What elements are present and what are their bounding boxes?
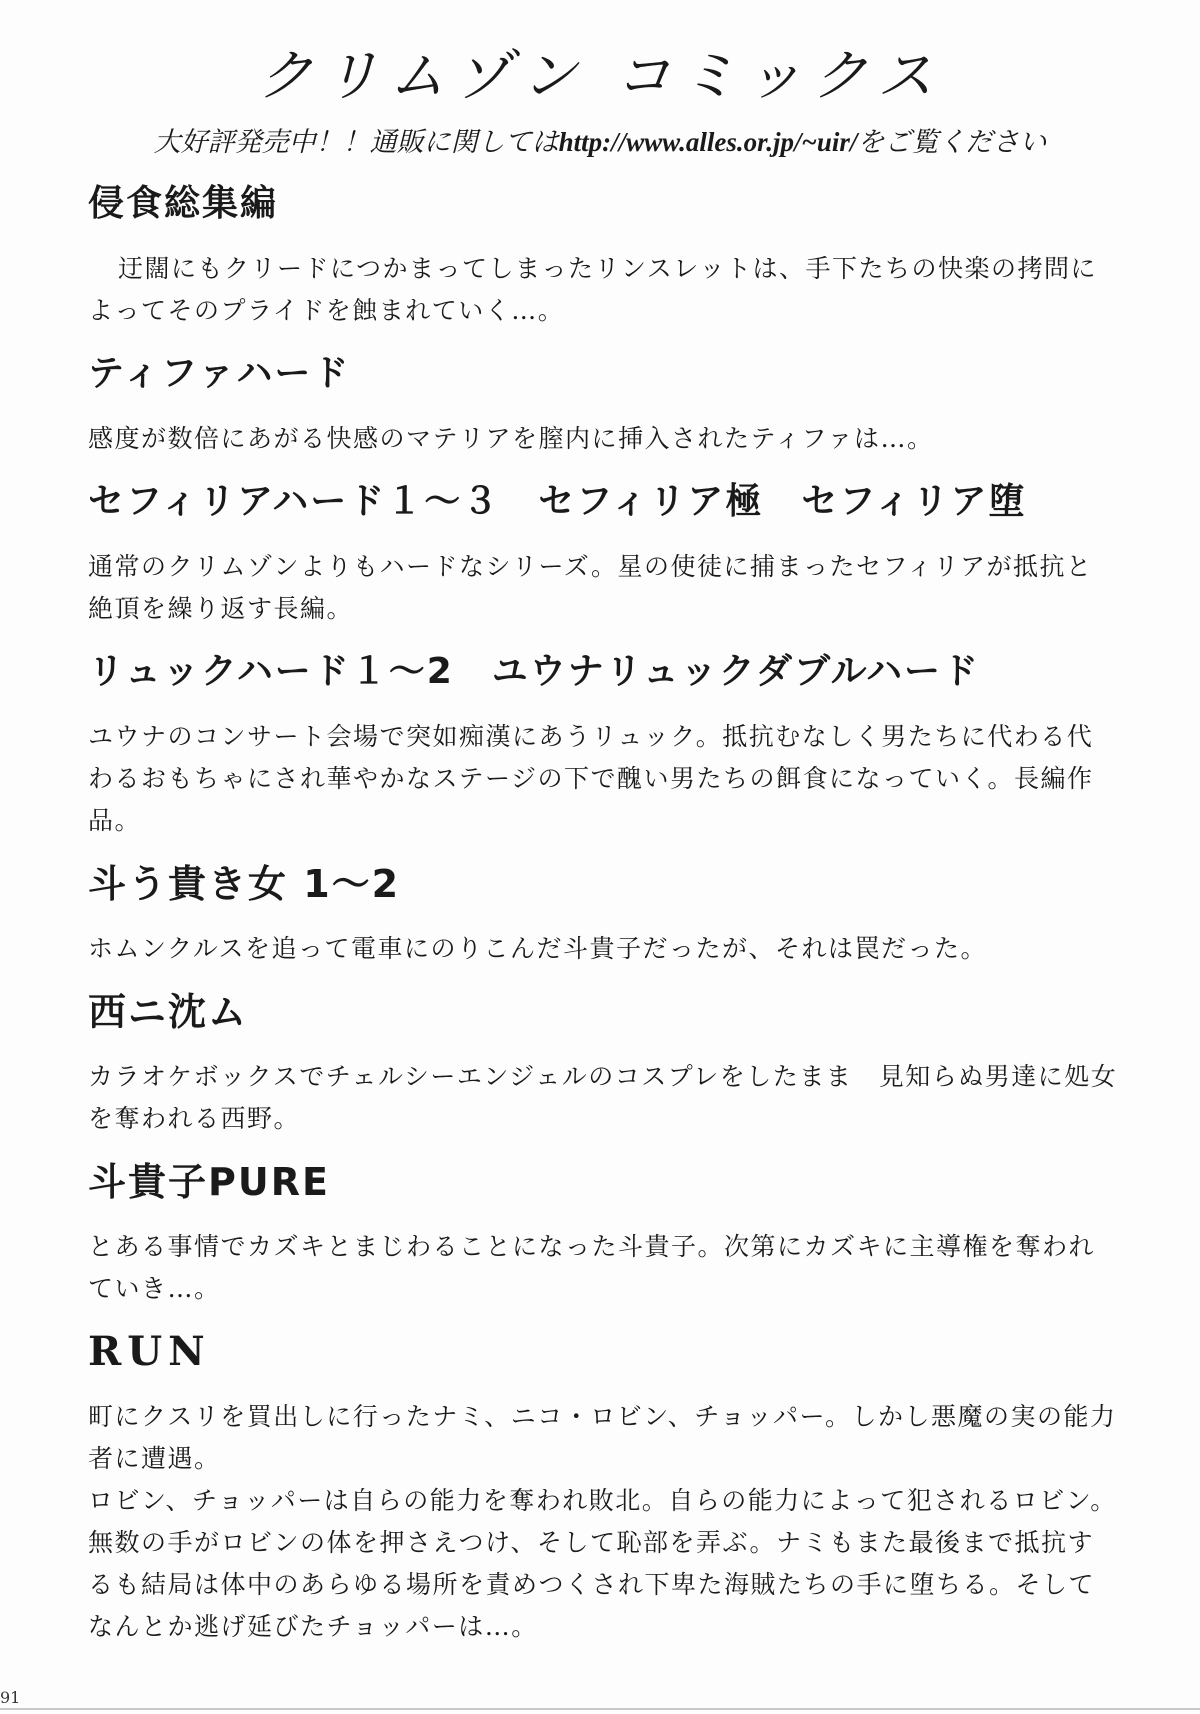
entry-description [88,1226,1118,1310]
entry-title: ティファハード [88,353,351,394]
entry-paragraph: とある事情でカズキとまじわることになった斗貴子。次第にカズキに主導権を奪われていき…。 [88,1232,1096,1303]
entry-shinshoku [88,180,1118,332]
entry-description [88,716,1118,842]
entry-description [88,546,1118,630]
entry-title: 斗貴子PURE [88,1160,330,1204]
entry-sephiria-hard [88,478,1118,630]
entry-paragraph: 通常のクリムゾンよりもハードなシリーズ。星の使徒に捕まったセフィリアが抵抗と絶頂を繰り返す長編。 [88,552,1093,623]
entry-description [88,418,1118,460]
entry-paragraph: 町にクスリを買出しに行ったナミ、ニコ・ロビン、チョッパー。しかし悪魔の実の能力者に遭遇。 [88,1402,1117,1473]
entry-paragraph: ロビン、チョッパーは自らの能力を奪われ敗北。自らの能力によって犯されるロビン。無数の手がロビンの体を押さえつけ、そして恥部を弄ぶ。ナミもまた最後まで抵抗するも結局は体中のあらゆる場所を責めつくされ下卑た海賊たちの手に堕ちる。そしてなんとか逃げ延びたチョッパーは…。 [88,1486,1117,1641]
entry-paragraph: ユウナのコンサート会場で突如痴漢にあうリュック。抵抗むなしく男たちに代わる代わるおもちゃにされ華やかなステージの下で醜い男たちの餌食になっていく。長編作品。 [88,722,1094,835]
entry-description [88,248,1118,332]
entry-paragraph: カラオケボックスでチェルシーエンジェルのコスプレをしたまま 見知らぬ男達に処女を奪われる西野。 [88,1062,1118,1133]
entry-title: RUN [88,1328,211,1375]
entry-title: 斗う貴き女 1～2 [88,862,401,906]
subtitle-text: 大好評発売中！！通販に関しては [153,127,559,158]
subtitle [0,122,1200,163]
subtitle-url: http://www.alles.or.jp/~uir/ [558,127,858,157]
entry-paragraph: 感度が数倍にあがる快感のマテリアを膣内に挿入されたティファは…。 [88,424,934,453]
entry-paragraph: 迂闊にもクリードにつかまってしまったリンスレットは、手下たちの快楽の拷問によってそのプライドを蝕まれていく…。 [88,254,1098,325]
entry-description [88,928,1118,970]
entry-paragraph: ホムンクルスを追って電車にのりこんだ斗貴子だったが、それは罠だった。 [88,934,988,963]
entry-title: セフィリアハード１～３ セフィリア極 セフィリア堕 [88,481,1027,522]
entry-nishi-ni-shizumu [88,988,1118,1140]
entry-tokiko-pure [88,1158,1118,1310]
entry-run [88,1328,1118,1648]
page-number: 91 [0,1688,21,1707]
entry-description [88,1396,1118,1648]
entry-title: リュックハード１～2 ユウナリュックダブルハード [88,651,981,692]
page-title: クリムゾン コミックス [256,44,944,109]
entry-tatakau-toutoki-onna [88,860,1118,970]
entry-title: 西ニ沈ム [88,990,249,1034]
entry-description [88,1056,1118,1140]
entry-rikku-hard [88,648,1118,842]
subtitle-suffix: をご覧ください [857,127,1047,158]
entry-list [88,180,1118,1666]
page-edge-divider [0,1708,1200,1710]
entry-title: 侵食総集編 [88,183,279,224]
entry-tifa-hard [88,350,1118,460]
